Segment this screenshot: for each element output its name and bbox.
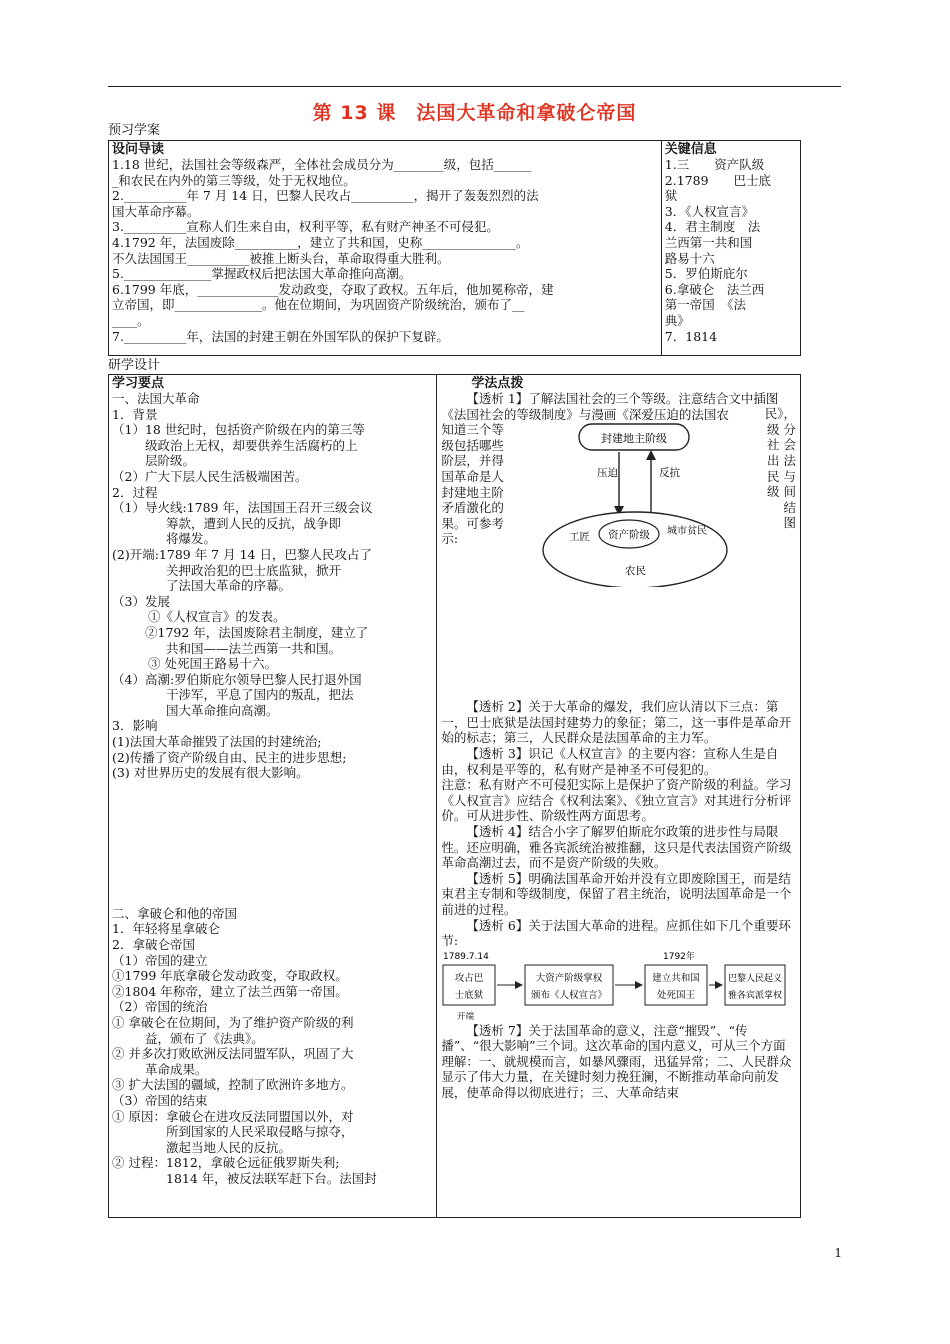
preview-question-line: 6.1799 年底，_____________发动政变，夺取了政权。五年后，他加冕称帝，建 [112,281,554,297]
analysis-1-right-line: 民 与 [767,468,796,484]
process-box-3-line2: 处死国王 [657,989,696,1001]
social-estates-diagram [533,412,743,587]
study-point-line: (2)开端:1789 年 7 月 14 日，巴黎人民攻占了 [112,546,372,562]
section-label-study: 研学设计 [108,358,161,373]
study-point-line: （1）18 世纪时，包括资产阶级在内的第三等 [112,422,365,438]
process-box-4-line2: 雅各宾派掌权 [728,990,783,1001]
study-point-line: (3) 对世界历史的发展有很大影响。 [112,765,309,781]
analysis-1-right-line: 级 分 [767,421,796,437]
study-point-line: （2）帝国的统治 [112,999,208,1015]
analysis-1-right-line: 民》， [764,406,796,422]
methods-header: 学法点拨 [471,376,524,391]
study-point-line: ③ 处死国王路易十六。 [148,656,277,672]
study-point-line: 了法国大革命的序幕。 [166,578,292,594]
study-point-line: （3）帝国的结束 [112,1092,208,1108]
study-point-line: （1）导火线:1789 年，法国国王召开三级会议 [112,500,373,516]
study-point-line: (1)法国大革命摧毁了法国的封建统治; [112,734,322,750]
header-rule [108,86,841,87]
study-point-line: 干涉军，平息了国内的叛乱，把法 [166,687,354,703]
points-header: 学习要点 [112,376,165,391]
preview-table [108,140,801,356]
key-info-line: 第一帝国 《法 [664,297,747,313]
preview-question-line: _和农民在内外的第三等级，处于无权地位。 [112,172,356,188]
preview-question-line: 国大革命序幕。 [112,203,200,219]
study-point-line: 级政治上无权，却要供养生活腐朽的上 [145,437,358,453]
arrowhead-1 [515,981,523,989]
process-box-2-line2: 颁布《人权宣言》 [531,989,608,1001]
date-label-2: 1792年 [663,951,696,962]
analysis-1-left-line: 封建地主阶 [441,484,504,500]
analysis-1-left-line: 国革命是人 [441,468,504,484]
preview-cell [109,141,662,356]
preview-header: 设问导读 [112,142,165,157]
study-point-line: ②1792 年，法国废除君主制度，建立了 [145,624,369,640]
revolution-process-diagram [441,949,787,1023]
analysis-7: 【透析 7】关于法国革命的意义，注意“摧毁”、“传播”、“很大影响”三个词。这次革命的国内意义，可从三个方面理解：一、就规模而言，如暴风骤雨，迅猛异常；二、人民群众显示了伟大力量，在关键时刻力挽狂澜，不断推动革命向前发展，使革命得以彻底进行；三、大革命结束 [441,1022,792,1101]
study-point-line: 2．拿破仑帝国 [112,937,195,953]
artisans-label: 工匠 [569,531,591,544]
study-point-line: ② 并多次打败欧洲反法同盟军队，巩固了大 [112,1046,354,1062]
preview-question-line: 7.__________年，法国的封建王朝在外国军队的保护下复辟。 [112,328,449,344]
study-point-line: 1．年轻将星拿破仑 [112,921,220,937]
preview-question-line: ____。 [112,312,150,328]
study-point-line: 2．过程 [112,484,158,500]
preview-question-line: 2.__________年 7 月 14 日，巴黎人民攻占__________，揭开了轰轰烈烈的法 [112,188,539,204]
process-box-1-note: 开端 [457,1011,475,1022]
study-point-line: 1814 年，被反法联军赶下台。法国封 [166,1170,377,1186]
analysis-1-right-line: 出 法 [767,452,796,468]
urban-poor-label: 城市贫民 [667,526,708,538]
points-part1 [112,391,433,781]
preview-question-line: 4.1792 年，法国废除__________，建立了共和国，史称_______________。 [112,234,529,250]
analysis-1-left-line: 知道三个等 [441,422,504,438]
study-point-line: 国大革命推向高潮。 [166,702,279,718]
section-label-preview: 预习学案 [108,123,161,138]
spacer [441,587,796,699]
analysis-2: 【透析 2】关于大革命的爆发，我们应认清以下三点：第一，巴士底狱是法国封建势力的象征；第二，这一事件是革命开始的标志；第三，人民群众是法国革命的主力军。 [441,699,792,746]
process-box-1-line2: 士底狱 [455,989,484,1001]
study-point-line: (2)传播了资产阶级自由、民主的进步思想; [112,749,347,765]
analysis-1-left-line: 矛盾激化的 [441,500,504,516]
study-point-line: ②1804 年称帝，建立了法兰西第一帝国。 [112,983,348,999]
preview-question-line: 3.__________宣称人们生来自由，权利平等，私有财产神圣不可侵犯。 [112,219,499,235]
study-point-line: ② 过程：1812，拿破仑远征俄罗斯失利; [112,1155,340,1171]
key-info-line: 路易十六 [664,250,715,266]
analysis-6: 【透析 6】关于法国大革命的进程。应抓住如下几个重要环节: [441,917,791,949]
study-point-line: 共和国——法兰西第一共和国。 [166,640,342,656]
key-info-line: 7．1814 [664,328,718,344]
study-point-line: ①1799 年底拿破仑发动政变，夺取政权。 [112,968,348,984]
analysis-1-right-line: 结 [783,499,796,515]
peasants-label: 农民 [625,565,647,578]
methods-cell [437,375,801,1218]
study-point-line: 3．影响 [112,718,158,734]
key-info-line: 5．罗伯斯庇尔 [664,266,748,282]
arrowhead-3 [715,981,723,989]
key-info-cell [661,141,800,356]
preview-lines [112,157,658,344]
page-title: 第 13 课 法国大革命和拿破仑帝国 [312,102,637,124]
analysis-5: 【透析 5】明确法国革命开始并没有立即废除国王，而是结束君主专制和等级制度，保留了君主统治，说明法国革命是一个前进的过程。 [441,870,792,917]
analysis-1: 【透析 1】了解法国社会的三个等级。注意结合文中插图《法国社会的等级制度》与漫画《深爱压迫的法国农 [441,391,779,422]
key-info-line: 2.1789 巴士底 [664,172,772,188]
key-info-line: 典》 [664,312,690,328]
analysis-1-left-line: 果。可参考 [441,515,504,531]
process-box-4-line1: 巴黎人民起义 [728,973,783,984]
study-point-line: ③ 扩大法国的疆域，控制了欧洲许多地方。 [112,1077,354,1093]
analysis-1-right-line: 图 [783,515,796,531]
process-box-2-line1: 大资产阶级掌权 [536,972,603,984]
key-info-lines [665,157,797,344]
study-point-line: 筹款，遭到人民的反抗，战争即 [166,515,342,531]
points-part2 [112,906,433,1187]
study-point-line: 1．背景 [112,406,158,422]
preview-question-line: 立帝国，即______________。他在位期间，为巩固资产阶级统治，颁布了__ [112,297,525,313]
page-number: 1 [834,1246,842,1260]
analysis-1-right-line: 社 会 [767,437,796,453]
study-table [108,374,801,1218]
points-cell [109,375,437,1218]
date-label-1: 1789.7.14 [443,951,490,962]
key-info-line: 狱 [664,188,678,204]
study-point-line: 二、拿破仑和他的帝国 [112,905,238,921]
study-point-line: （2）广大下层人民生活极端困苦。 [112,468,308,484]
key-info-header: 关键信息 [664,142,717,157]
analysis-1-left-line: 级包括哪些 [441,437,504,453]
analysis-1-right-line: 级 间 [767,484,796,500]
key-info-line: 4．君主制度 法 [664,219,761,235]
key-info-line: 兰西第一共和国 [664,234,753,250]
study-point-line: 革命成果。 [145,1061,208,1077]
study-point-line: （4）高潮:罗伯斯庇尔领导巴黎人民打退外国 [112,671,362,687]
preview-question-line: 1.18 世纪，法国社会等级森严，全体社会成员分为________级，包括______ [112,157,532,172]
analysis-1-left-line: 阶层，并得 [441,453,504,469]
preview-question-line: 不久法国国王__________被推上断头台，革命取得重大胜利。 [112,250,450,266]
process-box-3-line1: 建立共和国 [652,972,701,984]
study-point-line: 益，颁布了《法典》。 [145,1030,264,1046]
analysis-1-left-text [441,422,521,547]
study-point-line: 一、法国大革命 [112,391,200,406]
study-point-line: ① 原因：拿破仑在进攻反法同盟国以外，对 [112,1108,354,1124]
study-point-line: （3）发展 [112,593,170,609]
arrowhead-2 [635,981,643,989]
resist-arrowhead [646,450,656,460]
study-point-line: （1）帝国的建立 [112,952,208,968]
study-point-line: 将爆发。 [166,531,217,547]
study-point-line: 激起当地人民的反抗。 [166,1139,292,1155]
analysis-3-note: 注意：私有财产不可侵犯实际上是保护了资产阶级的利益。学习《人权宣言》应结合《权利法案》、《独立宣言》对其进行分析评价。可从进步性、阶级性两方面思考。 [441,777,792,824]
oppress-label: 压迫 [597,467,619,480]
key-info-line: 3．《人权宣言》 [664,203,755,219]
study-point-line: 层阶级。 [145,453,196,469]
study-point-line: 所到国家的人民采取侵略与掠夺， [166,1124,354,1140]
analysis-1-right-text [750,406,796,531]
key-info-line: 6.拿破仑 法兰西 [664,281,765,297]
study-point-line: 关押政治犯的巴士底监狱，掀开 [166,562,342,578]
analysis-1-left-line: 示: [441,531,459,547]
key-info-line: 1.三 资产队级 [664,157,765,172]
feudal-lords-label: 封建地主阶级 [601,432,668,446]
study-point-line: ①《人权宣言》的发表。 [148,609,286,625]
preview-question-line: 5.______________掌握政权后把法国大革命推向高潮。 [112,266,412,282]
study-point-line: ① 拿破仑在位期间，为了维护资产阶级的利 [112,1015,354,1030]
spacer [112,781,433,906]
bourgeoisie-label: 资产阶级 [608,529,651,542]
analysis-3: 【透析 3】识记《人权宣言》的主要内容：宣称人生是自由，权利是平等的，私有财产是神圣不可侵犯的。 [441,745,779,777]
process-box-1-line1: 攻占巴 [455,972,484,984]
analysis-4: 【透析 4】结合小字了解罗伯斯庇尔政策的进步性与局限性。还应明确，雅各宾派统治被推翻，这只是代表法国资产阶级革命高潮过去，而不是资产阶级的失败。 [441,823,792,871]
resist-label: 反抗 [659,467,681,480]
